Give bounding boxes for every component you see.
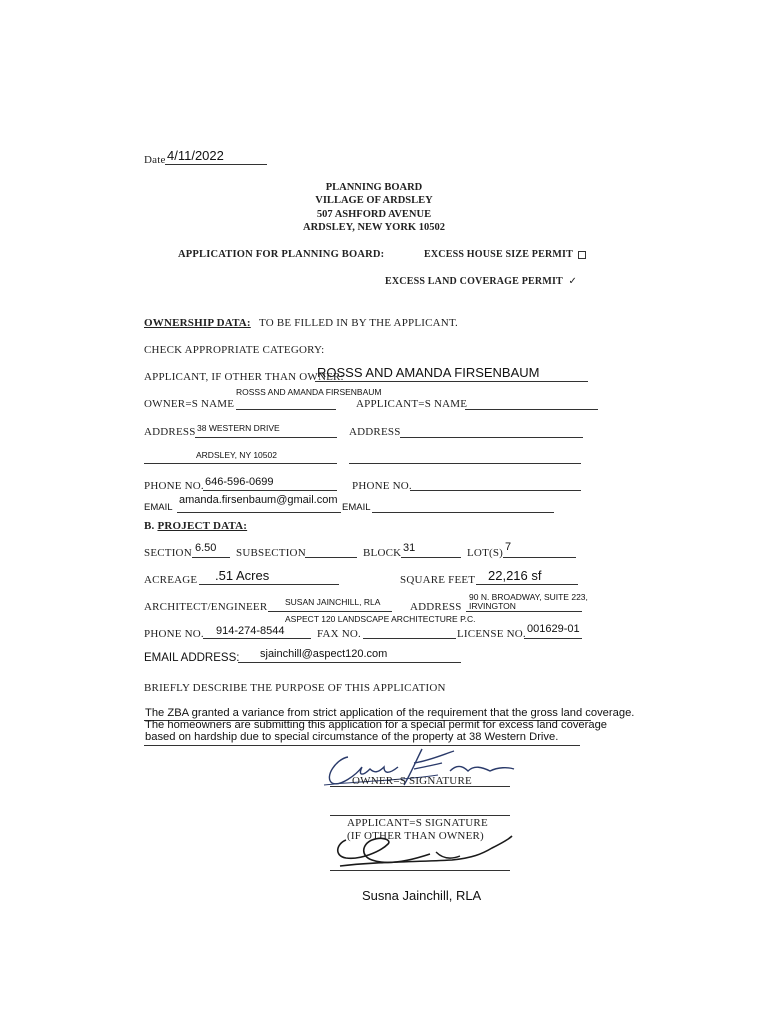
- section-value: 6.50: [195, 542, 217, 554]
- date-underline: [165, 164, 267, 165]
- email-right-underline: [372, 512, 554, 513]
- applicant-signature-image: [332, 832, 514, 874]
- application-label: APPLICATION FOR PLANNING BOARD:: [178, 249, 385, 260]
- acreage-label: ACREAGE: [144, 574, 198, 586]
- date-label: Date: [144, 154, 166, 166]
- section-underline: [192, 557, 230, 558]
- lots-value: 7: [505, 541, 512, 553]
- project-data-title: [144, 520, 247, 532]
- excess-house-size-label: EXCESS HOUSE SIZE PERMIT: [424, 249, 574, 260]
- header-village: VILLAGE OF ARDSLEY: [315, 195, 433, 206]
- subsection-underline: [305, 557, 357, 558]
- acreage-value: .51 Acres: [215, 568, 270, 583]
- phone-value: 646-596-0699: [205, 476, 274, 488]
- date-value: 4/11/2022: [167, 148, 224, 163]
- architect-underline: [268, 611, 392, 612]
- arch-phone-value: 914-274-8544: [216, 625, 285, 637]
- section-label: SECTION: [144, 547, 192, 559]
- license-value: 001629-01: [527, 623, 580, 635]
- owner-signature-label: OWNER=S SIGNATURE: [352, 775, 472, 787]
- address-underline: [195, 437, 337, 438]
- phone-label-right: PHONE NO.: [352, 480, 412, 492]
- phone-underline: [203, 490, 337, 491]
- purpose-label: BRIEFLY DESCRIBE THE PURPOSE OF THIS APPLICATION: [144, 682, 446, 694]
- header-address: 507 ASHFORD AVENUE: [316, 209, 432, 220]
- block-label: BLOCK: [363, 547, 402, 559]
- phone-label: PHONE NO.: [144, 480, 204, 492]
- owner-name-value: ROSSS AND AMANDA FIRSENBAUM: [236, 387, 382, 397]
- lots-label: LOT(S): [467, 547, 504, 559]
- project-data-heading: PROJECT DATA:: [157, 520, 248, 532]
- email-address-underline: [238, 662, 461, 663]
- acreage-underline: [199, 584, 339, 585]
- arch-address-value-line2: IRVINGTON: [469, 601, 516, 611]
- applicant-if-other-value: ROSSS AND AMANDA FIRSENBAUM: [317, 365, 540, 380]
- address-label: ADDRESS: [144, 426, 196, 438]
- arch-address-label: ADDRESS: [410, 601, 462, 613]
- applicant-signature-sublabel: (IF OTHER THAN OWNER): [347, 830, 484, 842]
- license-label: LICENSE NO.: [457, 628, 526, 640]
- applicant-name-label: APPLICANT=S NAME: [356, 398, 468, 410]
- checkmark-icon[interactable]: ✓: [568, 276, 578, 287]
- email-address-value: sjainchill@aspect120.com: [260, 648, 388, 660]
- ownership-title: OWNERSHIP DATA:: [144, 317, 251, 329]
- project-data-prefix: B.: [144, 520, 155, 532]
- address-right-line2-underline: [349, 463, 581, 464]
- phone-right-underline: [410, 490, 581, 491]
- arch-address-underline: [466, 611, 582, 612]
- address-value-line1: 38 WESTERN DRIVE: [197, 423, 280, 433]
- architect-label: ARCHITECT/ENGINEER: [144, 601, 268, 613]
- address-label-right: ADDRESS: [349, 426, 401, 438]
- purpose-line-1: The ZBA granted a variance from strict application of the requirement that the gross land coverage.: [145, 707, 635, 719]
- address-line2-underline: [144, 463, 337, 464]
- email-label-right: EMAIL: [342, 502, 371, 513]
- block-value: 31: [403, 542, 416, 554]
- applicant-signature-label: APPLICANT=S SIGNATURE: [347, 817, 488, 829]
- arch-address-value-line1: 90 N. BROADWAY, SUITE 223,: [469, 592, 588, 602]
- excess-land-coverage-option: [385, 276, 577, 287]
- applicant-signature-top-line: [330, 815, 510, 816]
- square-feet-value: 22,216 sf: [488, 568, 542, 583]
- owner-name-label: OWNER=S NAME: [144, 398, 235, 410]
- arch-phone-underline: [203, 638, 311, 639]
- excess-land-coverage-label: EXCESS LAND COVERAGE PERMIT: [385, 276, 563, 287]
- fax-underline: [363, 638, 456, 639]
- header-planning-board: PLANNING BOARD: [325, 182, 423, 193]
- applicant-signature-line: [330, 870, 510, 871]
- purpose-line-3: based on hardship due to special circumstance of the property at 38 Western Drive.: [145, 731, 559, 743]
- applicant-name-underline: [465, 409, 598, 410]
- excess-house-size-checkbox[interactable]: [578, 251, 586, 259]
- signer-name: Susna Jainchill, RLA: [362, 888, 482, 903]
- email-underline: [177, 512, 341, 513]
- email-label: EMAIL: [144, 502, 173, 513]
- purpose-line-2: The homeowners are submitting this application for a special permit for excess land coverage: [145, 719, 608, 731]
- applicant-if-other-underline: [315, 381, 588, 382]
- square-feet-underline: [476, 584, 578, 585]
- lots-underline: [503, 557, 576, 558]
- architect-value: SUSAN JAINCHILL, RLA: [285, 597, 381, 607]
- address-value-line2: ARDSLEY, NY 10502: [196, 450, 277, 460]
- ownership-subtitle: TO BE FILLED IN BY THE APPLICANT.: [259, 317, 458, 329]
- architect-firm: ASPECT 120 LANDSCAPE ARCHITECTURE P.C.: [285, 614, 476, 624]
- email-address-label: EMAIL ADDRESS:: [144, 652, 240, 664]
- fax-label: FAX NO.: [317, 628, 361, 640]
- arch-phone-label: PHONE NO.: [144, 628, 204, 640]
- subsection-label: SUBSECTION: [236, 547, 306, 559]
- email-value: amanda.firsenbaum@gmail.com: [179, 494, 338, 506]
- license-underline: [524, 638, 582, 639]
- block-underline: [401, 557, 461, 558]
- header-city: ARDSLEY, NEW YORK 10502: [303, 222, 445, 233]
- check-category-label: CHECK APPROPRIATE CATEGORY:: [144, 344, 325, 356]
- applicant-if-other-label: APPLICANT, IF OTHER THAN OWNER:: [144, 371, 344, 383]
- owner-name-underline: [236, 409, 336, 410]
- excess-house-size-option: [424, 249, 586, 260]
- address-right-underline: [400, 437, 583, 438]
- square-feet-label: SQUARE FEET: [400, 574, 476, 586]
